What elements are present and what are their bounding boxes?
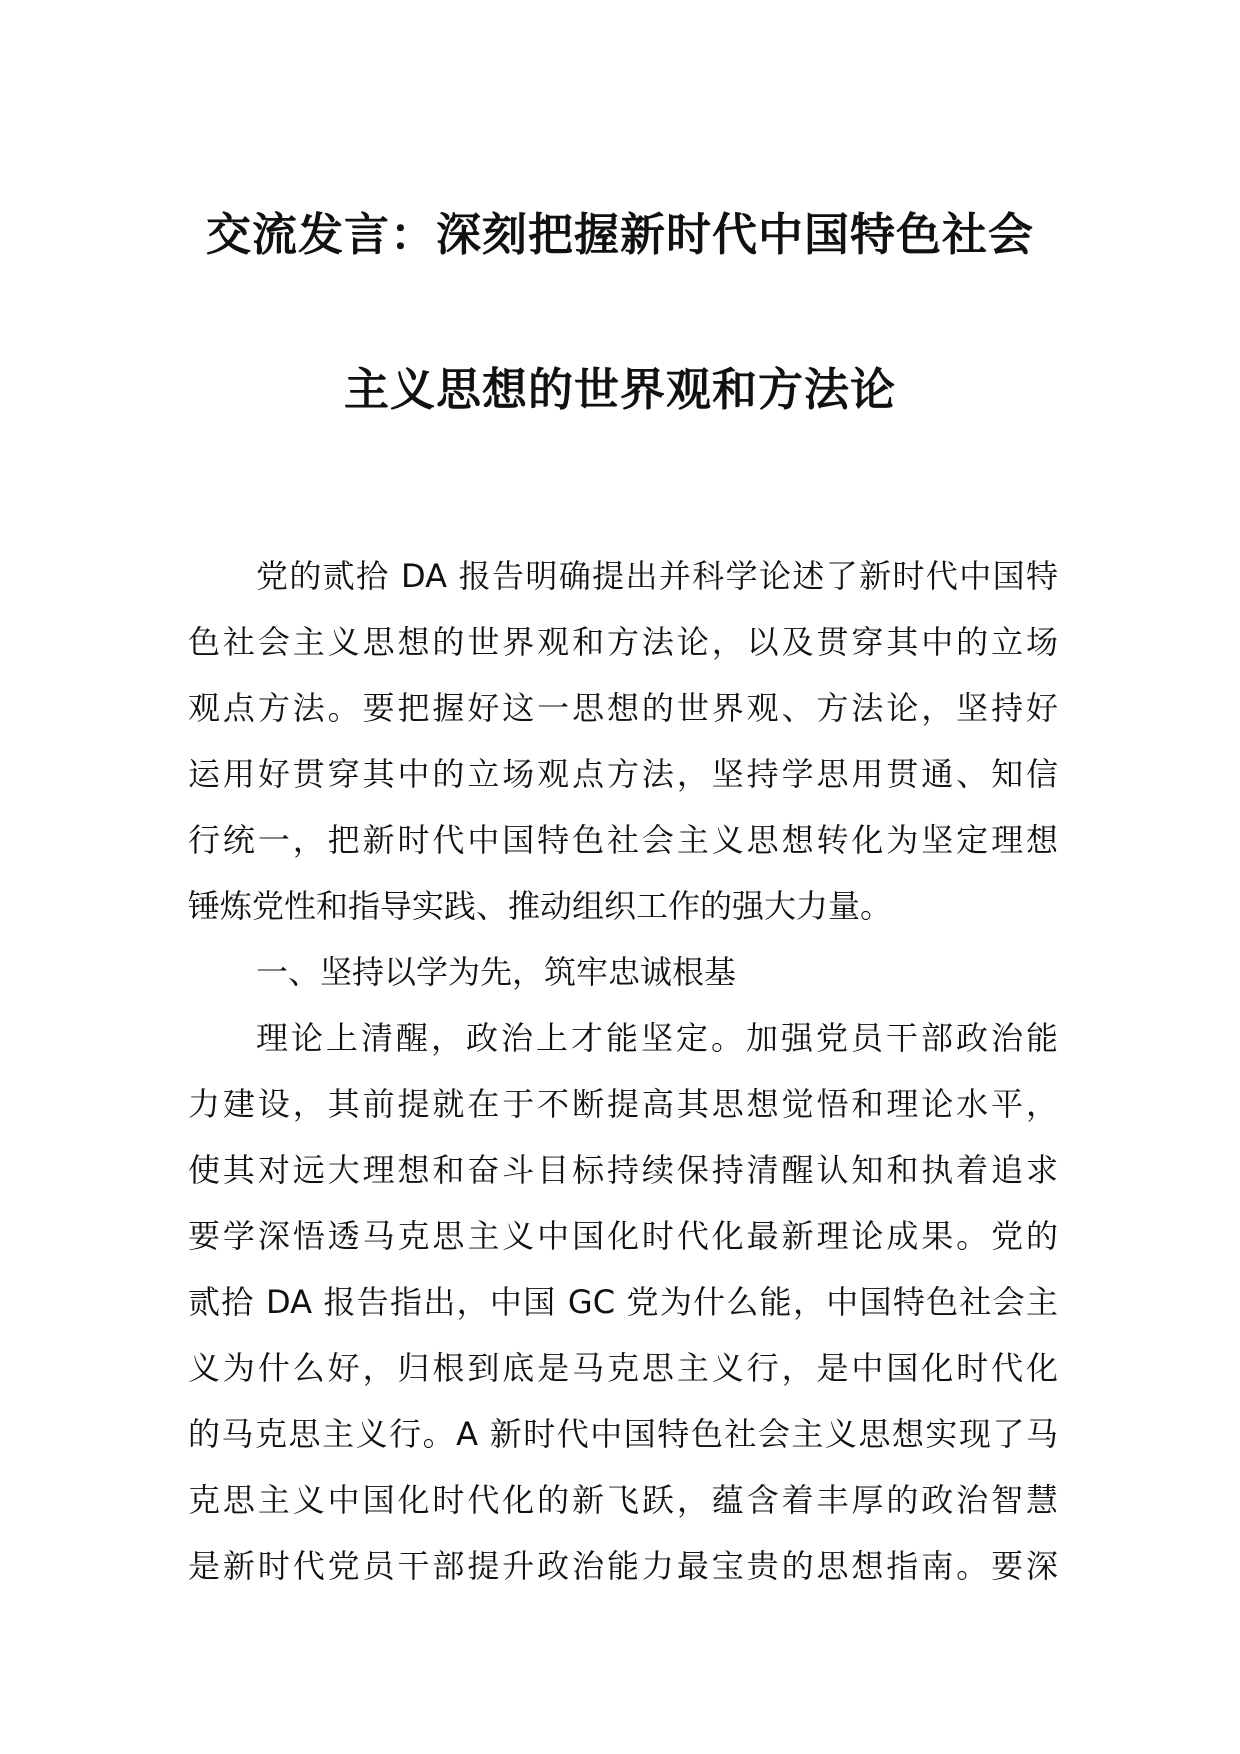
body-line: 使其对远大理想和奋斗目标持续保持清醒认知和执着追求 <box>188 1151 1058 1189</box>
body-line: 是新时代党员干部提升政治能力最宝贵的思想指南。要深 <box>188 1547 1058 1585</box>
body-line: 贰拾 DA 报告指出，中国 GC 党为什么能，中国特色社会主 <box>188 1283 1058 1321</box>
body-line: 色社会主义思想的世界观和方法论，以及贯穿其中的立场 <box>188 623 1058 661</box>
body-line: 义为什么好，归根到底是马克思主义行，是中国化时代化 <box>188 1349 1058 1387</box>
body-line: 的马克思主义行。A 新时代中国特色社会主义思想实现了马 <box>188 1415 1058 1453</box>
body-line: 克思主义中国化时代化的新飞跃，蕴含着丰厚的政治智慧 <box>188 1481 1058 1519</box>
body-line: 锤炼党性和指导实践、推动组织工作的强大力量。 <box>188 887 893 925</box>
body-line: 力建设，其前提就在于不断提高其思想觉悟和理论水平， <box>188 1085 1058 1123</box>
body-text <box>188 543 1058 1599</box>
title-line-1: 交流发言：深刻把握新时代中国特色社会 <box>205 208 1034 261</box>
body-line: 理论上清醒，政治上才能坚定。加强党员干部政治能 <box>256 1019 1058 1057</box>
body-line: 运用好贯穿其中的立场观点方法，坚持学思用贯通、知信 <box>188 755 1058 793</box>
body-line: 行统一，把新时代中国特色社会主义思想转化为坚定理想 <box>188 821 1058 859</box>
body-line: 要学深悟透马克思主义中国化时代化最新理论成果。党的 <box>188 1217 1058 1255</box>
body-line: 观点方法。要把握好这一思想的世界观、方法论，坚持好 <box>188 689 1058 727</box>
title-line-2: 主义思想的世界观和方法论 <box>343 363 896 416</box>
body-line: 党的贰拾 DA 报告明确提出并科学论述了新时代中国特 <box>256 557 1058 595</box>
section-heading: 一、坚持以学为先，筑牢忠诚根基 <box>256 953 737 991</box>
